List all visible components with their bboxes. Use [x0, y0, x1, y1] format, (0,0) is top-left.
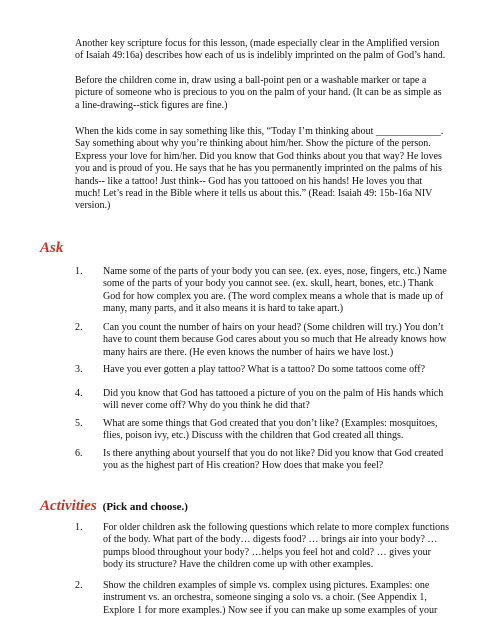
- list-number: 1.: [75, 266, 83, 277]
- list-item-text: What are some things that God created that you don’t like? (Examples: mosquitoes, flies, poison ivy, etc.) Discuss with the children that God created all things.: [103, 418, 438, 442]
- activities-heading: [40, 497, 188, 516]
- list-item-text: Can you count the number of hairs on your head? (Some children will try.) You don’t have to count them because God cares about you so much that He already knows how many hairs are there. (He even knows the number of hairs we have lost.): [103, 322, 447, 358]
- list-item-text: Is there anything about yourself that you do not like? Did you know that God created you as the highest part of His creation? How does that make you feel?: [103, 448, 444, 472]
- list-number: 3.: [75, 364, 83, 375]
- list-number: 1.: [75, 522, 83, 533]
- list-item-text: Show the children examples of simple vs. complex using pictures. Examples: one instrument vs. an orchestra, someone singing a solo vs. a choir. (See Appendix 1, Explore 1 for more examples.) Now see if you can make up some examples of your: [103, 580, 438, 616]
- activities-subheading: (Pick and choose.): [102, 501, 188, 513]
- list-item-text: For older children ask the following questions which relate to more complex functions of the body. What part of the body… digests food? … brings air into your body? … pumps blood throughout your body? …helps you feel hot and cold? … gives your body its structure? Have the children come up with other examples.: [103, 522, 450, 571]
- list-number: 6.: [75, 448, 83, 459]
- intro-paragraph-1: Another key scripture focus for this lesson, (made especially clear in the Amplified version of Isaiah 49:16a) describes how each of us is indelibly imprinted on the palm of God’s hand.: [75, 38, 446, 62]
- list-item-text: Did you know that God has tattooed a picture of you on the palm of His hands which will never come off? Why do you think he did that?: [103, 388, 444, 412]
- ask-heading-text: Ask: [40, 240, 64, 256]
- list-item-text: Have you ever gotten a play tattoo? What is a tattoo? Do some tattoos come off?: [103, 364, 426, 375]
- activities-heading-text: Activities: [40, 498, 97, 514]
- intro-paragraph-3: When the kids come in say something like this, “Today I’m thinking about _____________. Say something about why you’re thinking about him/her. Show the picture of the person. Express your love for him/her. Did you know that God thinks about you that way? He loves you and is proud of you. He says that he has you permanently imprinted on the palms of his hands-- like a tattoo! Just think-- God has you tattooed on his hands! He loves you that much! Let’s read in the Bible where it tells us about this.” (Read: Isaiah 49: 15b-16a NIV version.): [75, 126, 444, 212]
- list-number: 5.: [75, 418, 83, 429]
- list-number: 2.: [75, 580, 83, 591]
- list-number: 4.: [75, 388, 83, 399]
- ask-heading: [40, 239, 63, 257]
- list-item-text: Name some of the parts of your body you can see. (ex. eyes, nose, fingers, etc.) Name some of the parts of your body you cannot see. (ex. skull, heart, bones, etc.) Thank God for how complex you are. (The word complex means a whole that is made up of many, many parts, and it also means it is hard to take apart.): [103, 266, 447, 315]
- list-number: 2.: [75, 322, 83, 333]
- intro-paragraph-2: Before the children come in, draw using a ball-point pen or a washable marker or tape a picture of someone who is precious to you on the palm of your hand. (It can be as simple as a line-drawing--stick figures are fine.): [75, 75, 442, 111]
